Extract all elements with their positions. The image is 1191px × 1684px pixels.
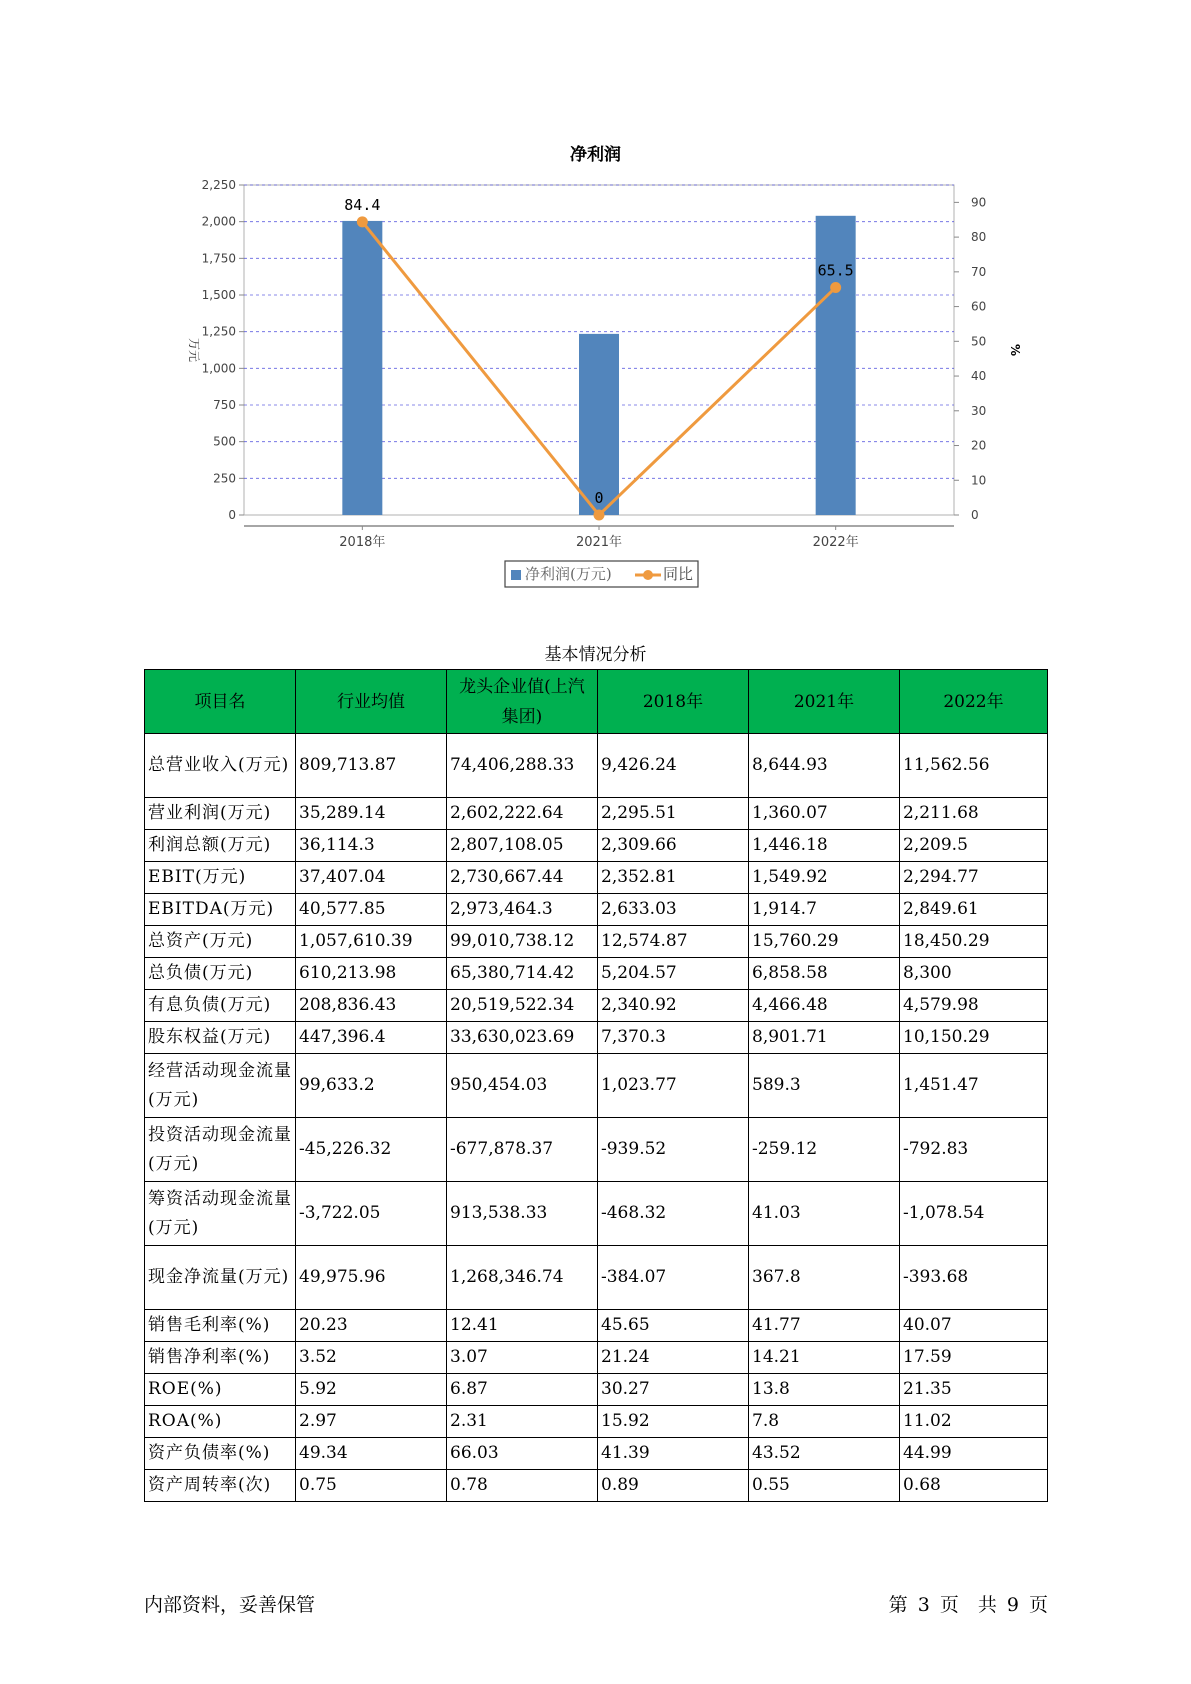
x-tick-label: 2022年 <box>812 535 859 550</box>
table-row <box>145 1246 1048 1310</box>
value-cell: 0.89 <box>598 1470 749 1502</box>
value-cell: 33,630,023.69 <box>447 1022 598 1054</box>
value-cell: 8,644.93 <box>749 734 900 798</box>
value-cell: 3.52 <box>296 1342 447 1374</box>
header-cell: 2022年 <box>900 670 1048 734</box>
value-cell: 610,213.98 <box>296 958 447 990</box>
value-cell: 1,057,610.39 <box>296 926 447 958</box>
row-name-cell: 投资活动现金流量(万元) <box>145 1118 296 1182</box>
value-cell: 2,309.66 <box>598 830 749 862</box>
value-cell: 36,114.3 <box>296 830 447 862</box>
value-cell: 7.8 <box>749 1406 900 1438</box>
y-tick-label: 1,250 <box>201 324 236 339</box>
value-cell: 49,975.96 <box>296 1246 447 1310</box>
row-name-cell: ROE(%) <box>145 1374 296 1406</box>
basic-analysis-table <box>144 669 1048 1502</box>
value-cell: 40,577.85 <box>296 894 447 926</box>
value-cell: 99,010,738.12 <box>447 926 598 958</box>
value-cell: 41.39 <box>598 1438 749 1470</box>
table-row <box>145 1374 1048 1406</box>
value-cell: 17.59 <box>900 1342 1048 1374</box>
table-row <box>145 926 1048 958</box>
value-cell: 5,204.57 <box>598 958 749 990</box>
value-cell: 20,519,522.34 <box>447 990 598 1022</box>
footer-confidential-note: 内部资料，妥善保管 <box>144 1594 316 1616</box>
table-row <box>145 798 1048 830</box>
value-cell: 2,340.92 <box>598 990 749 1022</box>
y-tick-label: 250 <box>213 471 236 486</box>
value-cell: 1,360.07 <box>749 798 900 830</box>
yoy-point <box>357 216 368 227</box>
value-cell: 4,466.48 <box>749 990 900 1022</box>
header-cell: 龙头企业值(上汽集团) <box>447 670 598 734</box>
y2-tick-label: 90 <box>971 195 987 210</box>
row-name-cell: 利润总额(万元) <box>145 830 296 862</box>
row-name-cell: ROA(%) <box>145 1406 296 1438</box>
value-cell: 4,579.98 <box>900 990 1048 1022</box>
legend-line-marker <box>643 570 653 580</box>
row-name-cell: 资产负债率(%) <box>145 1438 296 1470</box>
value-cell: 2,211.68 <box>900 798 1048 830</box>
value-cell: 15.92 <box>598 1406 749 1438</box>
y2-tick-label: 30 <box>971 403 987 418</box>
table-row <box>145 958 1048 990</box>
row-name-cell: 资产周转率(次) <box>145 1470 296 1502</box>
value-cell: 30.27 <box>598 1374 749 1406</box>
net-profit-chart <box>0 0 1191 600</box>
value-cell: -792.83 <box>900 1118 1048 1182</box>
y2-tick-label: 50 <box>971 334 987 349</box>
value-cell: 2.97 <box>296 1406 447 1438</box>
table-row <box>145 1342 1048 1374</box>
x-tick-label: 2021年 <box>575 535 623 550</box>
y2-tick-label: 60 <box>971 299 987 314</box>
table-row <box>145 1470 1048 1502</box>
value-cell: 18,450.29 <box>900 926 1048 958</box>
value-cell: 9,426.24 <box>598 734 749 798</box>
value-cell: -677,878.37 <box>447 1118 598 1182</box>
value-cell: 66.03 <box>447 1438 598 1470</box>
value-cell: 13.8 <box>749 1374 900 1406</box>
value-cell: 2,973,464.3 <box>447 894 598 926</box>
value-cell: 447,396.4 <box>296 1022 447 1054</box>
value-cell: 41.03 <box>749 1182 900 1246</box>
value-cell: -393.68 <box>900 1246 1048 1310</box>
value-cell: -468.32 <box>598 1182 749 1246</box>
y2-tick-label: 70 <box>971 264 987 279</box>
value-cell: 2,295.51 <box>598 798 749 830</box>
value-cell: 49.34 <box>296 1438 447 1470</box>
value-cell: -3,722.05 <box>296 1182 447 1246</box>
table-row <box>145 1118 1048 1182</box>
legend-bar-label: 净利润(万元) <box>525 565 612 583</box>
x-tick-label: 2018年 <box>339 535 386 550</box>
value-cell: 2,730,667.44 <box>447 862 598 894</box>
row-name-cell: 有息负债(万元) <box>145 990 296 1022</box>
row-name-cell: EBITDA(万元) <box>145 894 296 926</box>
table-row <box>145 734 1048 798</box>
chart-title: 净利润 <box>570 145 621 165</box>
yoy-point <box>594 510 605 521</box>
value-cell: 1,268,346.74 <box>447 1246 598 1310</box>
row-name-cell: 现金净流量(万元) <box>145 1246 296 1310</box>
value-cell: 2,602,222.64 <box>447 798 598 830</box>
table-row <box>145 862 1048 894</box>
footer-page-number: 第 3 页 共 9 页 <box>888 1594 1048 1616</box>
value-cell: 367.8 <box>749 1246 900 1310</box>
row-name-cell: 销售毛利率(%) <box>145 1310 296 1342</box>
value-cell: 208,836.43 <box>296 990 447 1022</box>
value-cell: 0.55 <box>749 1470 900 1502</box>
yoy-point <box>830 282 841 293</box>
bar <box>342 221 382 515</box>
value-cell: 6,858.58 <box>749 958 900 990</box>
table-row <box>145 1022 1048 1054</box>
value-cell: -45,226.32 <box>296 1118 447 1182</box>
row-name-cell: EBIT(万元) <box>145 862 296 894</box>
value-cell: 8,901.71 <box>749 1022 900 1054</box>
value-cell: 20.23 <box>296 1310 447 1342</box>
value-cell: 2,352.81 <box>598 862 749 894</box>
value-cell: 11.02 <box>900 1406 1048 1438</box>
value-cell: 44.99 <box>900 1438 1048 1470</box>
value-cell: 589.3 <box>749 1054 900 1118</box>
y-tick-label: 500 <box>213 434 236 449</box>
value-cell: -384.07 <box>598 1246 749 1310</box>
value-cell: 12.41 <box>447 1310 598 1342</box>
row-name-cell: 总负债(万元) <box>145 958 296 990</box>
value-cell: 12,574.87 <box>598 926 749 958</box>
table-row <box>145 1406 1048 1438</box>
header-cell: 行业均值 <box>296 670 447 734</box>
row-name-cell: 筹资活动现金流量(万元) <box>145 1182 296 1246</box>
value-cell: 45.65 <box>598 1310 749 1342</box>
y-tick-label: 1,750 <box>201 251 236 266</box>
header-cell: 2018年 <box>598 670 749 734</box>
table-row <box>145 1182 1048 1246</box>
value-cell: 65,380,714.42 <box>447 958 598 990</box>
value-cell: 21.24 <box>598 1342 749 1374</box>
row-name-cell: 经营活动现金流量(万元) <box>145 1054 296 1118</box>
y2-tick-label: 0 <box>971 508 979 522</box>
y-tick-label: 2,000 <box>201 214 236 229</box>
table-caption: 基本情况分析 <box>544 645 647 665</box>
table-row <box>145 830 1048 862</box>
value-cell: 2,209.5 <box>900 830 1048 862</box>
y-tick-label: 2,250 <box>201 178 236 192</box>
data-label: 0 <box>594 489 604 507</box>
value-cell: 41.77 <box>749 1310 900 1342</box>
bar <box>579 334 619 515</box>
value-cell: 3.07 <box>447 1342 598 1374</box>
value-cell: 0.78 <box>447 1470 598 1502</box>
value-cell: -1,078.54 <box>900 1182 1048 1246</box>
legend-bar-swatch <box>511 570 521 580</box>
value-cell: 1,451.47 <box>900 1054 1048 1118</box>
y2-tick-label: 80 <box>971 230 987 245</box>
row-name-cell: 总营业收入(万元) <box>145 734 296 798</box>
value-cell: 21.35 <box>900 1374 1048 1406</box>
row-name-cell: 销售净利率(%) <box>145 1342 296 1374</box>
value-cell: 6.87 <box>447 1374 598 1406</box>
y-tick-label: 750 <box>213 398 236 412</box>
value-cell: 913,538.33 <box>447 1182 598 1246</box>
y2-tick-label: 20 <box>971 438 987 453</box>
value-cell: 809,713.87 <box>296 734 447 798</box>
y-tick-label: 0 <box>228 508 236 522</box>
value-cell: 950,454.03 <box>447 1054 598 1118</box>
value-cell: 1,023.77 <box>598 1054 749 1118</box>
value-cell: 7,370.3 <box>598 1022 749 1054</box>
y-tick-label: 1,500 <box>201 288 236 302</box>
row-name-cell: 股东权益(万元) <box>145 1022 296 1054</box>
value-cell: 11,562.56 <box>900 734 1048 798</box>
row-name-cell: 营业利润(万元) <box>145 798 296 830</box>
table-row <box>145 990 1048 1022</box>
y2-axis-label: % <box>1008 343 1022 357</box>
value-cell: 37,407.04 <box>296 862 447 894</box>
y-axis-label: 万元 <box>187 337 201 363</box>
data-label: 65.5 <box>817 261 854 280</box>
table-row <box>145 1054 1048 1118</box>
value-cell: 10,150.29 <box>900 1022 1048 1054</box>
value-cell: 0.68 <box>900 1470 1048 1502</box>
table-row <box>145 894 1048 926</box>
y2-tick-label: 40 <box>971 369 987 384</box>
value-cell: 5.92 <box>296 1374 447 1406</box>
value-cell: 14.21 <box>749 1342 900 1374</box>
value-cell: 43.52 <box>749 1438 900 1470</box>
y2-tick-label: 10 <box>971 473 987 488</box>
value-cell: 2,294.77 <box>900 862 1048 894</box>
value-cell: 1,914.7 <box>749 894 900 926</box>
header-cell: 2021年 <box>749 670 900 734</box>
value-cell: 2,807,108.05 <box>447 830 598 862</box>
value-cell: 2.31 <box>447 1406 598 1438</box>
value-cell: -939.52 <box>598 1118 749 1182</box>
y-tick-label: 1,000 <box>201 361 236 376</box>
data-label: 84.4 <box>344 195 381 214</box>
value-cell: 74,406,288.33 <box>447 734 598 798</box>
table-row <box>145 1310 1048 1342</box>
value-cell: 1,549.92 <box>749 862 900 894</box>
table-row <box>145 1438 1048 1470</box>
table-header-row <box>145 670 1048 734</box>
value-cell: 0.75 <box>296 1470 447 1502</box>
value-cell: 8,300 <box>900 958 1048 990</box>
value-cell: 15,760.29 <box>749 926 900 958</box>
value-cell: 99,633.2 <box>296 1054 447 1118</box>
legend-line-label: 同比 <box>663 565 694 583</box>
value-cell: 35,289.14 <box>296 798 447 830</box>
header-cell: 项目名 <box>145 670 296 734</box>
row-name-cell: 总资产(万元) <box>145 926 296 958</box>
value-cell: 40.07 <box>900 1310 1048 1342</box>
value-cell: 2,849.61 <box>900 894 1048 926</box>
value-cell: -259.12 <box>749 1118 900 1182</box>
value-cell: 1,446.18 <box>749 830 900 862</box>
value-cell: 2,633.03 <box>598 894 749 926</box>
